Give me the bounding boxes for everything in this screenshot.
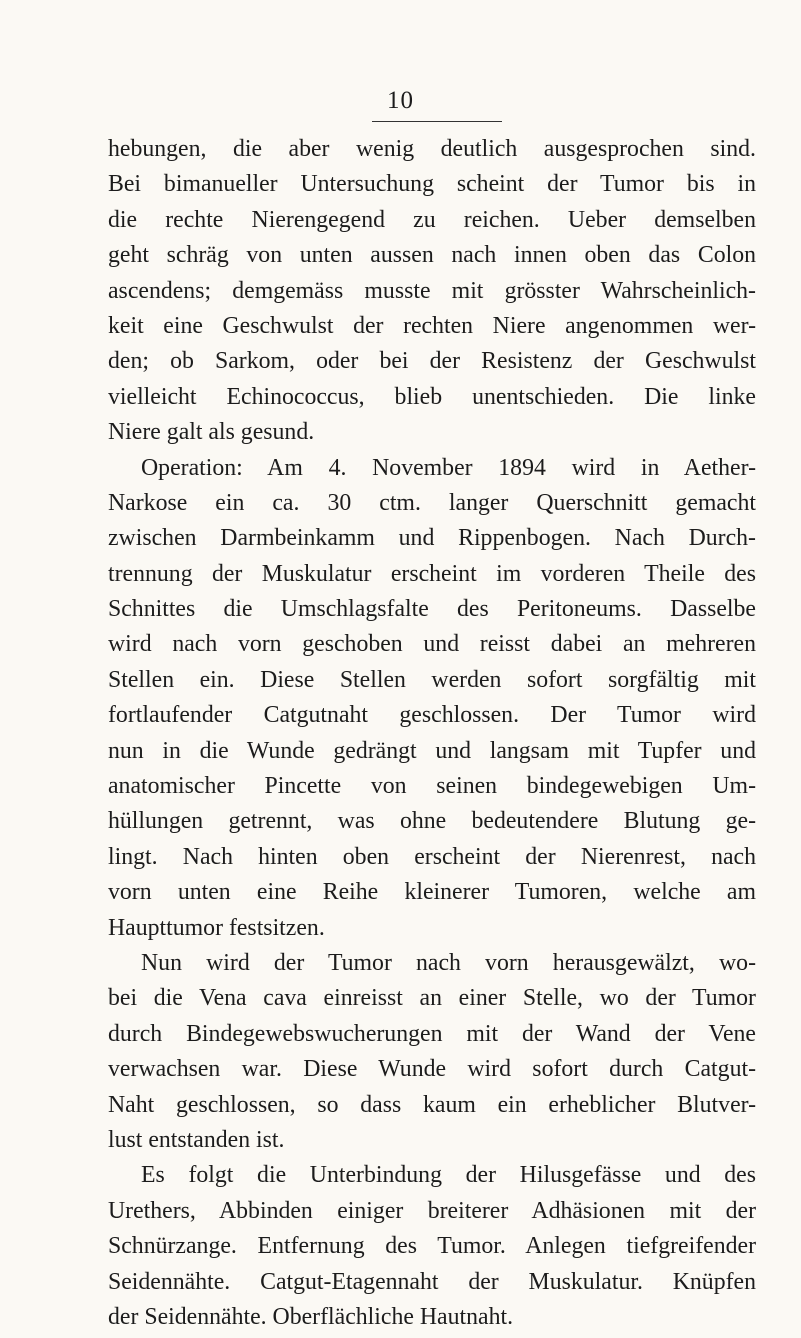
- text-line: durch Bindegewebswucherungen mit der Wand der Vene: [108, 1020, 756, 1047]
- text-line: keit eine Geschwulst der rechten Niere angenommen wer-: [108, 312, 756, 339]
- text-line: den; ob Sarkom, oder bei der Resistenz der Geschwulst: [108, 348, 756, 375]
- text-line: Bei bimanueller Untersuchung scheint der Tumor bis in: [108, 171, 756, 198]
- text-line: Seidennähte. Catgut-Etagennaht der Muskulatur. Knüpfen: [108, 1268, 756, 1295]
- text-line: verwachsen war. Diese Wunde wird sofort durch Catgut-: [108, 1056, 756, 1083]
- text-line: lust entstanden ist.: [108, 1126, 285, 1153]
- text-line: zwischen Darmbeinkamm und Rippenbogen. Nach Durch-: [108, 525, 756, 552]
- text-line: Operation: Am 4. November 1894 wird in Aether-: [141, 454, 756, 481]
- text-line: der Seidennähte. Oberflächliche Hautnaht.: [108, 1303, 514, 1330]
- text-line: wird nach vorn geschoben und reisst dabei an mehreren: [108, 631, 756, 658]
- text-line: Nun wird der Tumor nach vorn herausgewälzt, wo-: [141, 949, 756, 976]
- text-line: hebungen, die aber wenig deutlich ausgesprochen sind.: [108, 136, 756, 162]
- text-line: geht schräg von unten aussen nach innen oben das Colon: [108, 242, 756, 269]
- text-line: Schnittes die Umschlagsfalte des Peritoneums. Dasselbe: [108, 596, 756, 623]
- header-rule: [372, 121, 502, 122]
- text-line: fortlaufender Catgutnaht geschlossen. Der Tumor wird: [108, 702, 756, 729]
- page-number: 10: [387, 87, 414, 114]
- text-line: Niere galt als gesund.: [108, 419, 315, 446]
- text-line: die rechte Nierengegend zu reichen. Ueber demselben: [108, 206, 756, 233]
- text-line: Es folgt die Unterbindung der Hilusgefässe und des: [141, 1162, 756, 1189]
- text-line: lingt. Nach hinten oben erscheint der Nierenrest, nach: [108, 843, 756, 870]
- text-line: Naht geschlossen, so dass kaum ein erheblicher Blutver-: [108, 1091, 756, 1118]
- text-line: Schnürzange. Entfernung des Tumor. Anlegen tiefgreifender: [108, 1233, 756, 1260]
- text-line: Stellen ein. Diese Stellen werden sofort sorgfältig mit: [108, 666, 756, 693]
- text-line: anatomischer Pincette von seinen bindegewebigen Um-: [108, 773, 756, 800]
- text-line: hüllungen getrennt, was ohne bedeutendere Blutung ge-: [108, 808, 756, 835]
- text-line: vorn unten eine Reihe kleinerer Tumoren, welche am: [108, 879, 756, 906]
- text-line: Haupttumor festsitzen.: [108, 914, 325, 941]
- text-line: trennung der Muskulatur erscheint im vorderen Theile des: [108, 560, 756, 587]
- text-line: vielleicht Echinococcus, blieb unentschieden. Die linke: [108, 383, 756, 410]
- body-text: [108, 132, 756, 1335]
- text-line: Urethers, Abbinden einiger breiterer Adhäsionen mit der: [108, 1197, 756, 1224]
- text-line: Narkose ein ca. 30 ctm. langer Querschnitt gemacht: [108, 489, 756, 516]
- text-line: nun in die Wunde gedrängt und langsam mit Tupfer und: [108, 737, 756, 764]
- text-line: bei die Vena cava einreisst an einer Stelle, wo der Tumor: [108, 985, 756, 1012]
- text-line: ascendens; demgemäss musste mit grösster Wahrscheinlich-: [108, 277, 756, 304]
